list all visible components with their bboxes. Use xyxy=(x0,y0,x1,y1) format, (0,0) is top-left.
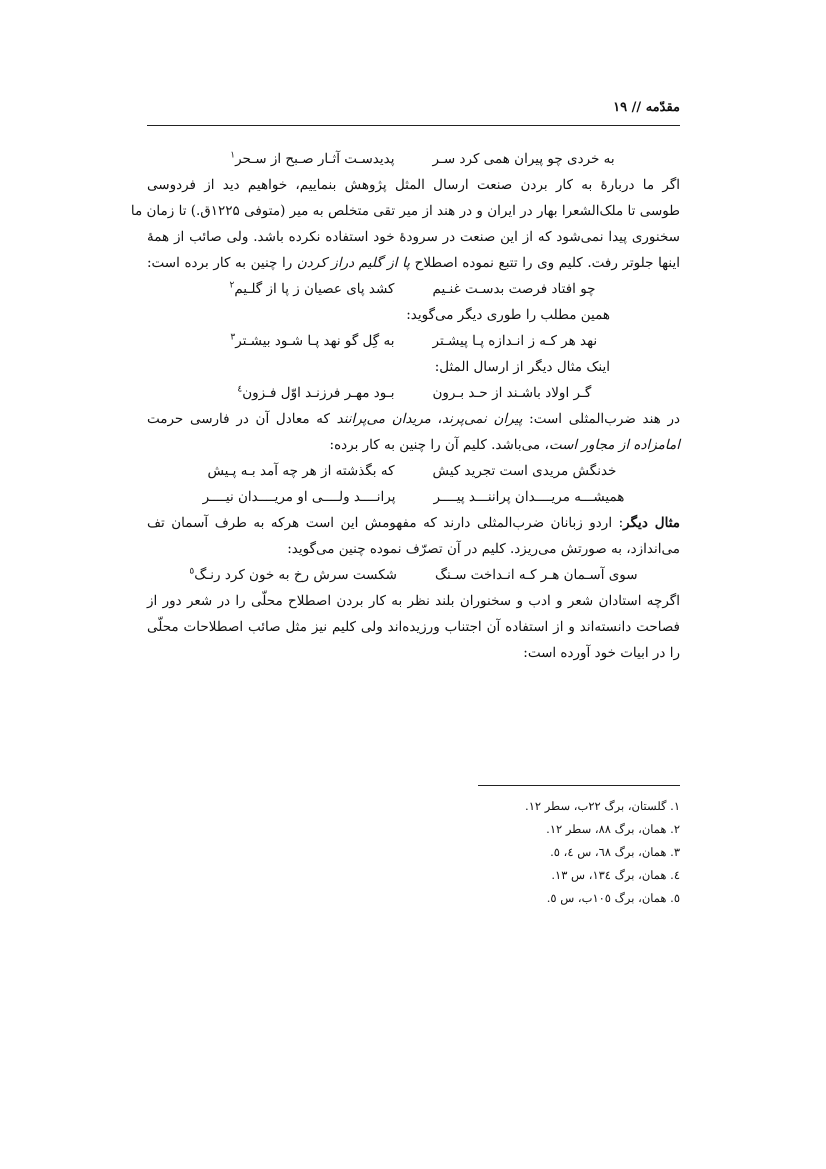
verse-5-hemistich-2: که بگذشته از هر چه آمد بـه پـیش xyxy=(207,463,395,479)
footnote-3: ۳. همان، برگ ٦۸، س ٤، ٥. xyxy=(550,845,680,859)
footnote-ref-3[interactable]: ۳ xyxy=(230,332,236,343)
verse-6-hemistich-2: پرانــــد ولــــی او مریــــدان نیــــر xyxy=(202,489,396,505)
paragraph-1-line-3: سخنوری پیدا نمی‌شود که از این صنعت در سرودهٔ خود استفاده نکرده باشد. ولی صائب از همهٔ xyxy=(147,229,680,245)
header-rule xyxy=(147,125,680,126)
footnote-2: ۲. همان، برگ ۸۸، سطر ۱۲. xyxy=(546,822,680,836)
verse-7-hemistich-2: شکست سرش رخ به خون کرد رنـگ$^٥$ xyxy=(189,566,397,583)
paragraph-4-line-2: فصاحت دانسته‌اند و از استفاده آن اجتناب ورزیده‌اند ولی کلیم نیز مثل صائب اصطلاحات محلّی xyxy=(147,619,680,635)
verse-4 xyxy=(147,380,680,406)
verse-1-hemistich-2: پدیدسـت آثـار صـبح از سـحر$^۱$ xyxy=(230,150,395,167)
footnote-ref-2[interactable]: ۲ xyxy=(229,280,235,291)
paragraph-1-line-1: اگر ما دربارهٔ به کار بردن صنعت ارسال المثل پژوهش بنماییم، خواهیم دید از فردوسی xyxy=(147,177,680,193)
footnote-ref-5[interactable]: ٥ xyxy=(189,566,195,577)
verse-3-hemistich-2: به گِل گو نهد پـا شـود بیشـتر$^۳$ xyxy=(230,332,395,349)
verse-5-hemistich-1: خدنگش مریدی است تجرید کیش xyxy=(432,463,617,479)
verse-3 xyxy=(147,328,680,354)
paragraph-3-line-1: مثال دیگر: اردو زبانان ضرب‌المثلی دارند که مفهومش این است هرکه به طرف آسمان تف xyxy=(147,515,680,531)
footnotes xyxy=(147,795,680,910)
footnote-5: ٥. همان، برگ ۱۰٥ب، س ٥. xyxy=(546,891,680,905)
paragraph-4-line-3: را در ابیات خود آورده است: xyxy=(523,645,680,661)
verse-4-hemistich-2: بـود مهـر فرزنـد اوّل فـزون$^٤$ xyxy=(237,384,395,401)
verse-1-hemistich-1: به خردی چو پیران همی کرد سـر xyxy=(432,151,615,167)
verse-7 xyxy=(147,562,680,588)
paragraph-1-line-2: طوسی تا ملک‌الشعرا بهار در ایران و در هند از میر تقی متخلص به میر (متوفی ۱۲۲۵ق.) تا زمان ما xyxy=(130,203,680,219)
verse-6 xyxy=(147,484,680,510)
footnote-ref-1[interactable]: ۱ xyxy=(230,150,236,161)
footnote-1: ۱. گلستان، برگ ۲۲ب، سطر ۱۲. xyxy=(525,799,680,813)
verse-5 xyxy=(147,458,680,484)
verse-6-hemistich-1: همیشـــه مریــــدان پراننـــد پیــــر xyxy=(433,489,625,505)
footnote-ref-4[interactable]: ٤ xyxy=(237,384,243,395)
footnote-4: ٤. همان، برگ ۱۳٤، س ۱۳. xyxy=(551,868,680,882)
example-label: مثال دیگر xyxy=(623,515,680,531)
verse-4-hemistich-1: گـر اولاد باشـند از حـد بـرون xyxy=(432,385,592,401)
paragraph-1-line-4: اینها جلوتر رفت. کلیم وی را تتبع نموده اصطلاح پا از گلیم دراز کردن را چنین به کار برده است: xyxy=(147,255,680,271)
verse-7-hemistich-1: سوی آسـمان هـر کـه انـداخت سـنگ xyxy=(434,567,638,583)
intro-4: اینک مثال دیگر از ارسال المثل: xyxy=(434,359,610,375)
proverb-emphasis-2: مریدان می‌پرانند xyxy=(336,411,431,427)
paragraph-2-line-1: در هند ضرب‌المثلی است: پیران نمی‌پرند، مریدان می‌پرانند که معادل آن در فارسی حرمت xyxy=(147,411,681,427)
footnote-rule xyxy=(478,785,680,786)
verse-2 xyxy=(147,276,680,302)
proverb-emphasis-3: امامزاده از مجاور است xyxy=(548,437,680,453)
paragraph-3-line-2: می‌اندازد، به صورتش می‌ریزد. کلیم در آن تصرّف نموده چنین می‌گوید: xyxy=(287,541,680,557)
proverb-emphasis-1: پیران نمی‌پرند xyxy=(441,411,523,427)
verse-2-hemistich-1: چو افتاد فرصت بدسـت غنـیم xyxy=(432,281,596,297)
running-header: مقدّمه // ۱۹ xyxy=(613,100,680,115)
verse-2-hemistich-2: کشد پای عصیان ز پا از گلـیم$^۲$ xyxy=(229,280,395,297)
page-body xyxy=(130,146,681,666)
intro-3: همین مطلب را طوری دیگر می‌گوید: xyxy=(406,307,610,323)
paragraph-4-line-1: اگرچه استادان شعر و ادب و سخنوران بلند نظر به کار بردن اصطلاح محلّی را در شعر دور از xyxy=(147,593,680,609)
paragraph-2-line-2: امامزاده از مجاور است، می‌باشد. کلیم آن را چنین به کار برده: xyxy=(329,437,680,453)
verse-3-hemistich-1: نهد هر کـه ز انـدازه پـا پیشـتر xyxy=(432,333,598,349)
verse-1 xyxy=(147,146,680,172)
idiom-emphasis: پا از گلیم دراز کردن xyxy=(296,255,411,271)
